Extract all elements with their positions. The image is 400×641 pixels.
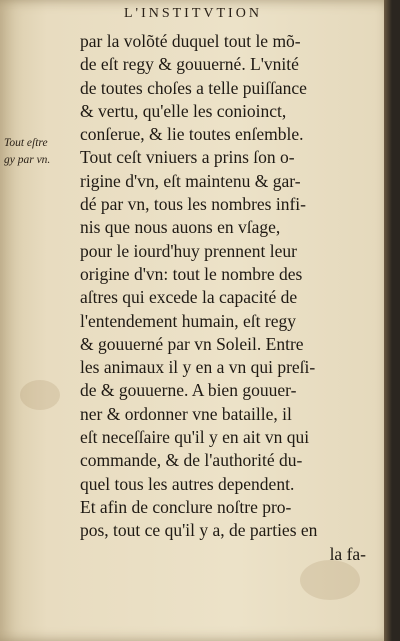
text-line: quel tous les autres dependent. — [80, 473, 295, 494]
text-line: & gouuerné par vn Soleil. Entre — [80, 333, 304, 354]
text-line: rigine d'vn, eſt maintenu & gar- — [80, 170, 301, 191]
text-line: Tout ceſt vniuers a prins ſon o- — [80, 147, 295, 168]
paper-stain — [300, 560, 360, 600]
text-line: conſerue, & lie toutes enſemble. — [80, 124, 304, 145]
text-line: ner & ordonner vne bataille, il — [80, 403, 292, 424]
page-edge — [384, 0, 392, 641]
text-line: de & gouuerne. A bien gouuer- — [80, 380, 297, 401]
text-line: les animaux il y en a vn qui preſi- — [80, 357, 316, 378]
text-line: pos, tout ce qu'il y a, de parties en — [80, 520, 318, 541]
text-line: commande, & de l'authorité du- — [80, 450, 303, 471]
text-line: & vertu, qu'elle les conioinct, — [80, 100, 287, 121]
paper-stain — [20, 380, 60, 410]
text-line: dé par vn, tous les nombres infi- — [80, 194, 306, 215]
body-text — [80, 30, 370, 566]
running-header: L'INSTITVTION — [124, 6, 262, 21]
text-line-catchword: la fa- — [329, 543, 366, 564]
text-line: l'entendement humain, eſt regy — [80, 310, 296, 331]
text-line: par la volõté duquel tout le mõ- — [80, 31, 301, 51]
text-line: de toutes choſes a telle puiſſance — [80, 77, 307, 98]
text-line: Et afin de conclure noſtre pro- — [80, 496, 292, 517]
text-line: pour le iourd'huy prennent leur — [80, 240, 297, 261]
text-line: origine d'vn: tout le nombre des — [80, 263, 303, 284]
margin-note — [4, 135, 50, 169]
margin-note-line: gy par vn. — [4, 154, 51, 166]
text-line: aſtres qui excede la capacité de — [80, 287, 298, 308]
text-line: de eſt regy & gouuerné. L'vnité — [80, 54, 299, 75]
text-line: nis que nous auons en vſage, — [80, 217, 281, 238]
text-line: eſt neceſſaire qu'il y en ait vn qui — [80, 427, 310, 448]
margin-note-line: Tout eſtre — [4, 137, 48, 149]
